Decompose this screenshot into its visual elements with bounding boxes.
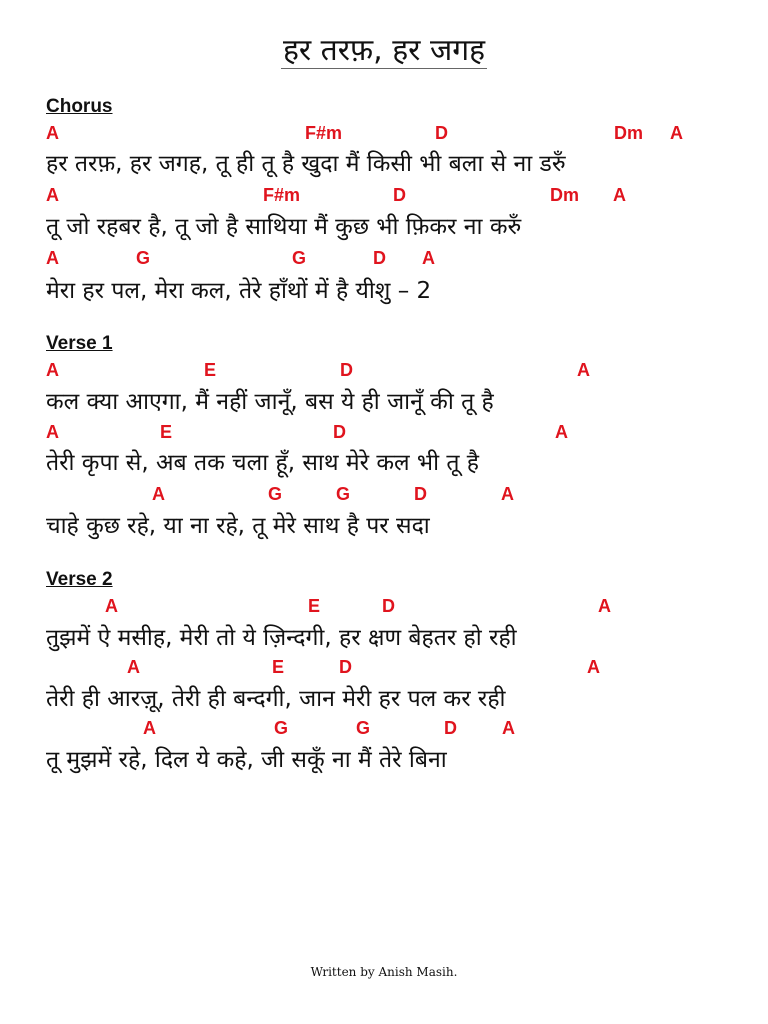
chord: A bbox=[587, 657, 600, 677]
chord: F#m bbox=[263, 185, 301, 205]
chord: E bbox=[160, 422, 173, 442]
lyric-line: तेरी कृपा से, अब तक चला हूँ, साथ मेरे कल भी तू है bbox=[46, 450, 479, 476]
chord: A bbox=[46, 248, 59, 268]
lyric-line: कल क्या आएगा, मैं नहीं जानूँ, बस ये ही जानूँ की तू है bbox=[46, 389, 494, 415]
chord: A bbox=[598, 596, 611, 616]
chord: D bbox=[435, 123, 448, 143]
chord: G bbox=[136, 248, 151, 268]
lyric-line: चाहे कुछ रहे, या ना रहे, तू मेरे साथ है पर सदा bbox=[46, 513, 430, 539]
chord: G bbox=[336, 484, 351, 504]
song-title: हर तरफ़, हर जगह bbox=[282, 33, 486, 68]
lyric-line: तू जो रहबर है, तू जो है साथिया मैं कुछ भी फ़िकर ना करुँ bbox=[46, 214, 522, 240]
chord: D bbox=[444, 718, 457, 738]
chord: E bbox=[272, 657, 285, 677]
lyric-line: हर तरफ़, हर जगह, तू ही तू है खुदा मैं किसी भी बला से ना डरुँ bbox=[46, 151, 566, 177]
chord: A bbox=[152, 484, 165, 504]
chord: E bbox=[204, 360, 217, 380]
chord: D bbox=[333, 422, 346, 442]
lyric-line: तू मुझमें रहे, दिल ये कहे, जी सकूँ ना मैं तेरे बिना bbox=[46, 747, 447, 773]
chord: D bbox=[339, 657, 352, 677]
chord: D bbox=[373, 248, 386, 268]
section-heading-chorus: Chorus bbox=[46, 96, 113, 117]
chord: A bbox=[143, 718, 156, 738]
chord: Dm bbox=[550, 185, 580, 205]
chord: A bbox=[555, 422, 568, 442]
chord: F#m bbox=[305, 123, 343, 143]
chord: A bbox=[613, 185, 626, 205]
chord: D bbox=[382, 596, 395, 616]
chord: G bbox=[292, 248, 307, 268]
chord: A bbox=[105, 596, 118, 616]
lyric-line: मेरा हर पल, मेरा कल, तेरे हाँथों में है यीशु – 2 bbox=[46, 278, 432, 304]
author-credit: Written by Anish Masih. bbox=[310, 965, 458, 979]
chord: D bbox=[414, 484, 427, 504]
chord: A bbox=[422, 248, 435, 268]
lyric-line: तुझमें ऐ मसीह, मेरी तो ये ज़िन्दगी, हर क्षण बेहतर हो रही bbox=[46, 625, 517, 651]
section-heading-verse-2: Verse 2 bbox=[46, 569, 113, 590]
chord: A bbox=[46, 422, 59, 442]
lyric-line: तेरी ही आरज़ू, तेरी ही बन्दगी, जान मेरी हर पल कर रही bbox=[46, 686, 506, 712]
chord: D bbox=[393, 185, 406, 205]
section-heading-verse-1: Verse 1 bbox=[46, 333, 113, 354]
chord: A bbox=[46, 123, 59, 143]
chord: G bbox=[356, 718, 371, 738]
chord: Dm bbox=[614, 123, 644, 143]
chord: E bbox=[308, 596, 321, 616]
chord: A bbox=[46, 360, 59, 380]
chord: A bbox=[577, 360, 590, 380]
chord: A bbox=[46, 185, 59, 205]
chord: D bbox=[340, 360, 353, 380]
chord: G bbox=[268, 484, 283, 504]
chord: A bbox=[670, 123, 683, 143]
chord: A bbox=[127, 657, 140, 677]
chord: G bbox=[274, 718, 289, 738]
chord: A bbox=[502, 718, 515, 738]
chord: A bbox=[501, 484, 514, 504]
